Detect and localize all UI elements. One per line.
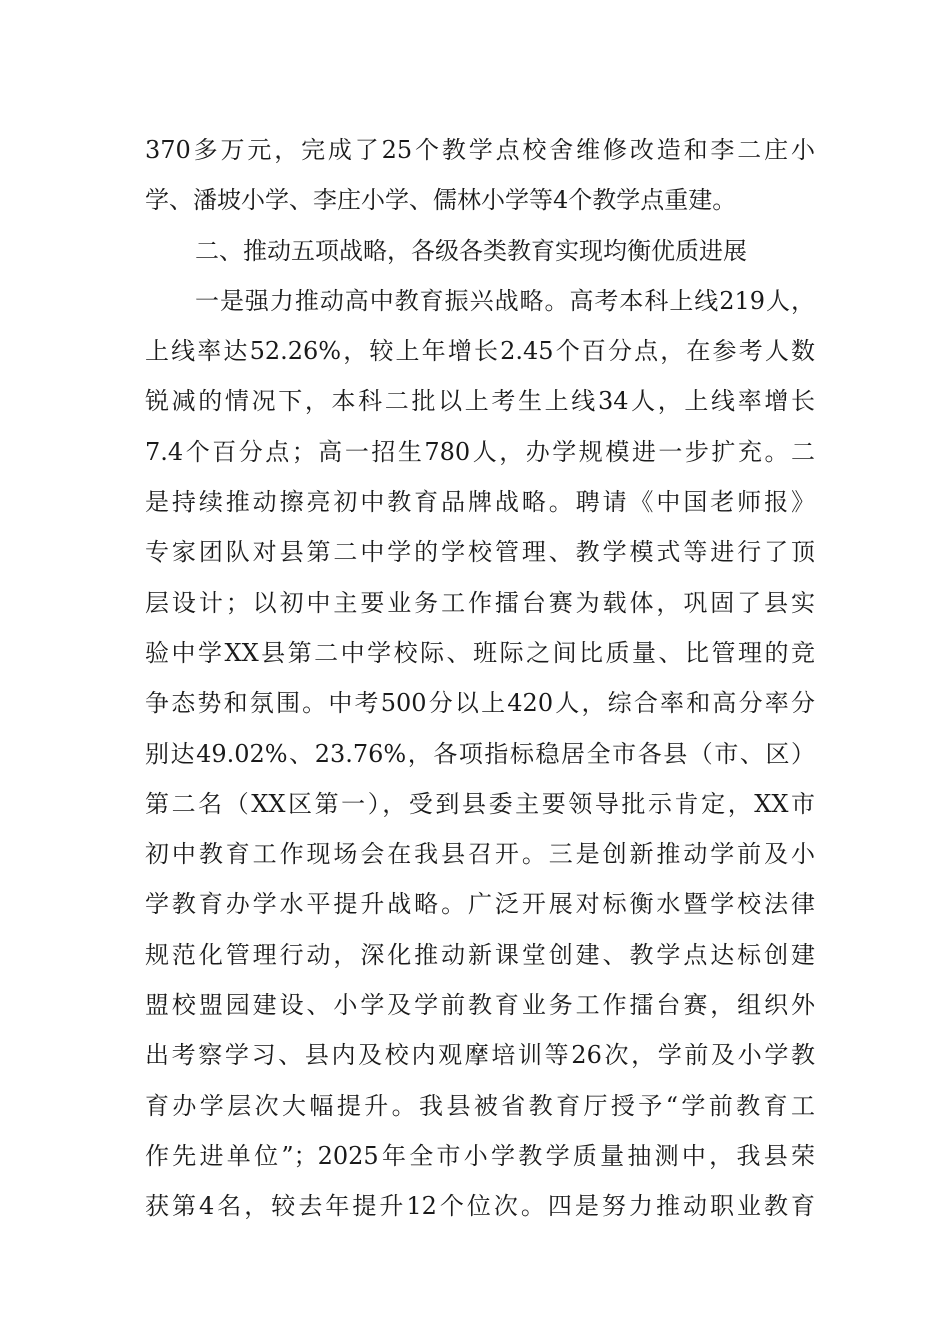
text-line: 规范化管理行动，深化推动新课堂创建、教学点达标创建 bbox=[145, 940, 815, 969]
text-line: 盟校盟园建设、小学及学前教育业务工作擂台赛，组织外 bbox=[145, 991, 815, 1020]
text-line: 初中教育工作现场会在我县召开。三是创新推动学前及小 bbox=[145, 840, 815, 869]
text-line: 别达49.02%、23.76%，各项指标稳居全市各县（市、区） bbox=[145, 739, 815, 768]
text-line: 作先进单位”；2025年全市小学教学质量抽测中，我县荣 bbox=[145, 1141, 815, 1170]
body-text bbox=[145, 125, 815, 1232]
text-line: 二、推动五项战略，各级各类教育实现均衡优质进展 bbox=[195, 236, 747, 265]
text-line: 锐减的情况下，本科二批以上考生上线34人，上线率增长 bbox=[145, 387, 815, 416]
text-line: 学、潘坡小学、李庄小学、儒林小学等4个教学点重建。 bbox=[145, 186, 737, 215]
text-line: 层设计；以初中主要业务工作擂台赛为载体，巩固了县实 bbox=[145, 588, 815, 617]
text-line: 育办学层次大幅提升。我县被省教育厅授予“学前教育工 bbox=[145, 1091, 815, 1120]
text-line: 第二名（XX区第一），受到县委主要领导批示肯定，XX市 bbox=[145, 789, 815, 818]
text-line: 专家团队对县第二中学的学校管理、教学模式等进行了顶 bbox=[145, 538, 815, 567]
text-line: 一是强力推动高中教育振兴战略。高考本科上线219人， bbox=[195, 286, 815, 315]
text-line: 是持续推动擦亮初中教育品牌战略。聘请《中国老师报》 bbox=[145, 488, 815, 517]
text-line: 上线率达52.26%，较上年增长2.45个百分点，在参考人数 bbox=[145, 337, 815, 366]
text-line: 争态势和氛围。中考500分以上420人，综合率和高分率分 bbox=[145, 689, 815, 718]
text-line: 7.4个百分点；高一招生780人，办学规模进一步扩充。二 bbox=[145, 437, 815, 466]
text-line: 出考察学习、县内及校内观摩培训等26次，学前及小学教 bbox=[145, 1041, 815, 1070]
text-line: 验中学XX县第二中学校际、班际之间比质量、比管理的竞 bbox=[145, 638, 815, 667]
text-line: 获第4名，较去年提升12个位次。四是努力推动职业教育 bbox=[145, 1192, 815, 1221]
text-line: 学教育办学水平提升战略。广泛开展对标衡水暨学校法律 bbox=[145, 890, 815, 919]
text-line: 370多万元，完成了25个教学点校舍维修改造和李二庄小 bbox=[145, 136, 815, 164]
